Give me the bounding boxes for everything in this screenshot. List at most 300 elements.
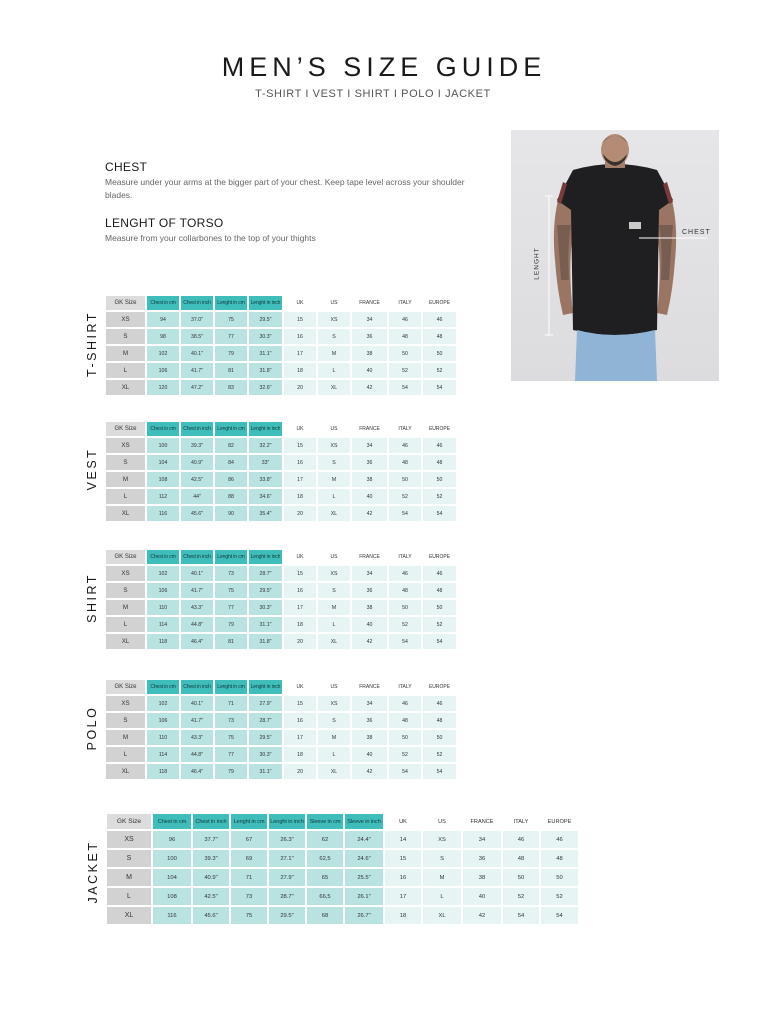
value-cell: 54 [389, 634, 421, 649]
value-cell: 38 [352, 346, 387, 361]
table-row [106, 566, 456, 581]
value-cell: 50 [503, 869, 539, 886]
value-cell: 29.5" [249, 583, 282, 598]
table-row [106, 380, 456, 395]
value-cell: 28.7" [249, 713, 282, 728]
value-cell: XL [318, 506, 350, 521]
value-cell: 120 [147, 380, 179, 395]
value-cell: 48 [423, 713, 456, 728]
table-row [106, 747, 456, 762]
value-cell: 118 [147, 764, 179, 779]
value-cell: 81 [215, 363, 247, 378]
value-cell: 38 [463, 869, 501, 886]
value-cell: 46 [423, 312, 456, 327]
column-header: FRANCE [463, 814, 501, 829]
value-cell: 106 [147, 713, 179, 728]
table-row [106, 634, 456, 649]
value-cell: 17 [284, 600, 316, 615]
size-cell: XS [106, 438, 145, 453]
size-cell: M [106, 730, 145, 745]
value-cell: 30.3" [249, 600, 282, 615]
value-cell: XS [318, 438, 350, 453]
value-cell: XL [318, 634, 350, 649]
value-cell: 16 [284, 713, 316, 728]
value-cell: 52 [503, 888, 539, 905]
value-cell: 36 [352, 329, 387, 344]
value-cell: 48 [503, 850, 539, 867]
table-row [106, 438, 456, 453]
column-header: Chest in cm [147, 550, 179, 564]
value-cell: 50 [389, 730, 421, 745]
value-cell: 48 [541, 850, 578, 867]
value-cell: 20 [284, 506, 316, 521]
value-cell: 50 [423, 730, 456, 745]
value-cell: 48 [423, 329, 456, 344]
value-cell: 43.3" [181, 600, 213, 615]
value-cell: 38 [352, 600, 387, 615]
value-cell: 52 [389, 489, 421, 504]
value-cell: 50 [389, 346, 421, 361]
chest-measure-label: CHEST [682, 229, 711, 236]
value-cell: 26.3" [269, 831, 305, 848]
value-cell: 46 [541, 831, 578, 848]
value-cell: 46 [389, 696, 421, 711]
value-cell: 102 [147, 696, 179, 711]
jacket-size-table [105, 812, 580, 926]
value-cell: 54 [423, 634, 456, 649]
tshirt-label: T-SHIRT [85, 311, 99, 377]
column-header: GK Size [106, 550, 145, 564]
column-header: Sleeve in cm [307, 814, 343, 829]
value-cell: 31.8" [249, 363, 282, 378]
value-cell: 52 [423, 363, 456, 378]
value-cell: S [318, 713, 350, 728]
value-cell: 39.3" [181, 438, 213, 453]
value-cell: 52 [389, 617, 421, 632]
column-header: GK Size [106, 296, 145, 310]
length-measure-label: LENGHT [533, 247, 541, 280]
table-row [106, 617, 456, 632]
value-cell: XL [318, 764, 350, 779]
table-row [106, 363, 456, 378]
value-cell: 106 [147, 583, 179, 598]
value-cell: 36 [352, 713, 387, 728]
table-row [106, 764, 456, 779]
value-cell: 75 [215, 730, 247, 745]
value-cell: 33" [249, 455, 282, 470]
value-cell: L [318, 617, 350, 632]
table-row [107, 869, 578, 886]
value-cell: 75 [231, 907, 267, 924]
value-cell: 15 [284, 566, 316, 581]
column-header: Lenght in inch [249, 296, 282, 310]
table-row [106, 312, 456, 327]
value-cell: 34.6" [249, 489, 282, 504]
column-header: US [423, 814, 461, 829]
value-cell: 40.1" [181, 566, 213, 581]
column-header: GK Size [107, 814, 151, 829]
value-cell: 40.1" [181, 346, 213, 361]
value-cell: 90 [215, 506, 247, 521]
value-cell: 44.8" [181, 747, 213, 762]
value-cell: 62,5 [307, 850, 343, 867]
table-row [106, 346, 456, 361]
size-cell: XL [106, 634, 145, 649]
value-cell: 46 [389, 312, 421, 327]
table-row [106, 489, 456, 504]
value-cell: 46.4" [181, 634, 213, 649]
value-cell: L [318, 747, 350, 762]
value-cell: 73 [231, 888, 267, 905]
column-header: Sleeve in inch [345, 814, 383, 829]
value-cell: 50 [389, 600, 421, 615]
value-cell: 50 [423, 472, 456, 487]
value-cell: 44" [181, 489, 213, 504]
value-cell: 79 [215, 346, 247, 361]
value-cell: 28.7" [249, 566, 282, 581]
value-cell: 37.0" [181, 312, 213, 327]
column-header: Lenght in inch [249, 422, 282, 436]
value-cell: 20 [284, 380, 316, 395]
value-cell: 18 [284, 363, 316, 378]
value-cell: 116 [147, 506, 179, 521]
column-header: Chest in inch [193, 814, 229, 829]
table-row [106, 506, 456, 521]
column-header: ITALY [389, 680, 421, 694]
value-cell: 43.3" [181, 730, 213, 745]
table-row [107, 831, 578, 848]
value-cell: 38 [352, 472, 387, 487]
value-cell: 52 [423, 489, 456, 504]
column-header: FRANCE [352, 680, 387, 694]
size-cell: XL [106, 764, 145, 779]
value-cell: 34 [463, 831, 501, 848]
value-cell: 110 [147, 600, 179, 615]
shirt-label: SHIRT [85, 573, 99, 623]
value-cell: 31.1" [249, 617, 282, 632]
table-row [106, 455, 456, 470]
size-cell: L [107, 888, 151, 905]
size-cell: XS [107, 831, 151, 848]
value-cell: 100 [153, 850, 191, 867]
value-cell: M [318, 600, 350, 615]
value-cell: XL [423, 907, 461, 924]
table-row [106, 730, 456, 745]
column-header: UK [284, 422, 316, 436]
value-cell: 50 [389, 472, 421, 487]
value-cell: 42 [352, 764, 387, 779]
value-cell: 36 [352, 583, 387, 598]
size-cell: L [106, 747, 145, 762]
value-cell: 52 [423, 747, 456, 762]
column-header: Lenght in cm [215, 680, 247, 694]
value-cell: M [318, 346, 350, 361]
value-cell: 31.1" [249, 346, 282, 361]
value-cell: 54 [423, 506, 456, 521]
value-cell: S [318, 329, 350, 344]
value-cell: 112 [147, 489, 179, 504]
table-row [107, 907, 578, 924]
size-cell: S [107, 850, 151, 867]
size-cell: S [106, 713, 145, 728]
value-cell: 40.9" [193, 869, 229, 886]
column-header: US [318, 296, 350, 310]
value-cell: 25.5" [345, 869, 383, 886]
value-cell: M [423, 869, 461, 886]
value-cell: 18 [385, 907, 421, 924]
value-cell: 27.1" [269, 850, 305, 867]
value-cell: 46.4" [181, 764, 213, 779]
column-header: FRANCE [352, 296, 387, 310]
column-header: EUROPE [423, 422, 456, 436]
chest-heading: CHEST [105, 160, 148, 174]
value-cell: 40 [352, 747, 387, 762]
value-cell: 38 [352, 730, 387, 745]
page-title: MEN’S SIZE GUIDE [221, 52, 547, 82]
value-cell: 52 [423, 617, 456, 632]
value-cell: 104 [153, 869, 191, 886]
model-photo [511, 130, 719, 381]
value-cell: 48 [423, 455, 456, 470]
value-cell: 104 [147, 455, 179, 470]
value-cell: 48 [389, 713, 421, 728]
value-cell: XS [423, 831, 461, 848]
value-cell: 54 [503, 907, 539, 924]
size-cell: S [106, 329, 145, 344]
value-cell: 48 [389, 329, 421, 344]
value-cell: 46 [423, 438, 456, 453]
vest-size-table [104, 420, 458, 523]
value-cell: 54 [389, 380, 421, 395]
column-header: UK [385, 814, 421, 829]
value-cell: 75 [215, 583, 247, 598]
value-cell: 16 [284, 583, 316, 598]
column-header: ITALY [389, 550, 421, 564]
column-header: UK [284, 550, 316, 564]
size-cell: M [106, 600, 145, 615]
value-cell: 42 [352, 380, 387, 395]
value-cell: 37.7" [193, 831, 229, 848]
model-illustration [511, 130, 719, 381]
polo-label: POLO [85, 705, 99, 751]
product-categories: T-SHIRT I VEST I SHIRT I POLO I JACKET [255, 88, 491, 100]
size-cell: S [106, 455, 145, 470]
value-cell: 40.1" [181, 696, 213, 711]
column-header: Lenght in inch [249, 550, 282, 564]
value-cell: 73 [215, 713, 247, 728]
value-cell: 16 [284, 329, 316, 344]
value-cell: 102 [147, 346, 179, 361]
value-cell: 48 [389, 455, 421, 470]
column-header: US [318, 422, 350, 436]
value-cell: XS [318, 312, 350, 327]
value-cell: L [318, 363, 350, 378]
value-cell: 41.7" [181, 363, 213, 378]
value-cell: 68 [307, 907, 343, 924]
size-cell: XL [106, 506, 145, 521]
value-cell: 20 [284, 634, 316, 649]
value-cell: 32.6" [249, 380, 282, 395]
value-cell: 40 [352, 363, 387, 378]
value-cell: 17 [284, 346, 316, 361]
size-cell: L [106, 617, 145, 632]
value-cell: 106 [147, 363, 179, 378]
value-cell: 81 [215, 634, 247, 649]
value-cell: 17 [385, 888, 421, 905]
value-cell: M [318, 472, 350, 487]
value-cell: 14 [385, 831, 421, 848]
value-cell: 66,5 [307, 888, 343, 905]
value-cell: 30.3" [249, 329, 282, 344]
value-cell: 41.7" [181, 583, 213, 598]
column-header: Lenght in cm [215, 550, 247, 564]
value-cell: 46 [503, 831, 539, 848]
value-cell: 50 [423, 600, 456, 615]
value-cell: 18 [284, 747, 316, 762]
value-cell: 29.5" [249, 730, 282, 745]
table-row [106, 329, 456, 344]
value-cell: 16 [284, 455, 316, 470]
size-cell: M [106, 346, 145, 361]
value-cell: 30.3" [249, 747, 282, 762]
value-cell: 24.4" [345, 831, 383, 848]
vest-label: VEST [85, 447, 99, 491]
value-cell: 42 [352, 506, 387, 521]
column-header: Chest in cm [147, 422, 179, 436]
value-cell: 46 [423, 696, 456, 711]
column-header: EUROPE [541, 814, 578, 829]
jacket-label: JACKET [86, 840, 100, 904]
value-cell: 65 [307, 869, 343, 886]
value-cell: 40 [463, 888, 501, 905]
column-header: Lenght in inch [249, 680, 282, 694]
tshirt-size-table [104, 294, 458, 397]
value-cell: 79 [215, 764, 247, 779]
value-cell: 77 [215, 329, 247, 344]
value-cell: 88 [215, 489, 247, 504]
value-cell: 98 [147, 329, 179, 344]
value-cell: 16 [385, 869, 421, 886]
value-cell: 42 [352, 634, 387, 649]
size-cell: XL [106, 380, 145, 395]
value-cell: 69 [231, 850, 267, 867]
value-cell: 15 [284, 696, 316, 711]
value-cell: M [318, 730, 350, 745]
column-header: Chest in inch [181, 550, 213, 564]
value-cell: 26.7" [345, 907, 383, 924]
column-header: Chest in inch [181, 422, 213, 436]
value-cell: 77 [215, 747, 247, 762]
torso-heading: LENGHT OF TORSO [105, 216, 224, 230]
value-cell: 31.8" [249, 634, 282, 649]
value-cell: S [423, 850, 461, 867]
value-cell: 100 [147, 438, 179, 453]
value-cell: 45.6" [181, 506, 213, 521]
value-cell: 20 [284, 764, 316, 779]
value-cell: 102 [147, 566, 179, 581]
column-header: Lenght in inch [269, 814, 305, 829]
size-cell: XS [106, 312, 145, 327]
value-cell: XS [318, 566, 350, 581]
value-cell: 75 [215, 312, 247, 327]
column-header: ITALY [503, 814, 539, 829]
column-header: FRANCE [352, 422, 387, 436]
value-cell: 46 [389, 438, 421, 453]
value-cell: 114 [147, 747, 179, 762]
table-row [106, 472, 456, 487]
column-header: Chest in cm [147, 680, 179, 694]
table-row [106, 696, 456, 711]
value-cell: L [318, 489, 350, 504]
value-cell: 17 [284, 730, 316, 745]
table-row [106, 600, 456, 615]
value-cell: 71 [215, 696, 247, 711]
value-cell: 24.6" [345, 850, 383, 867]
value-cell: 73 [215, 566, 247, 581]
value-cell: 15 [284, 438, 316, 453]
column-header: FRANCE [352, 550, 387, 564]
value-cell: 48 [423, 583, 456, 598]
value-cell: 34 [352, 566, 387, 581]
column-header: Lenght in cm [215, 296, 247, 310]
value-cell: 36 [463, 850, 501, 867]
column-header: Chest in cm [153, 814, 191, 829]
value-cell: 71 [231, 869, 267, 886]
value-cell: 33.8" [249, 472, 282, 487]
value-cell: 48 [389, 583, 421, 598]
value-cell: 15 [385, 850, 421, 867]
column-header: GK Size [106, 422, 145, 436]
value-cell: 52 [389, 363, 421, 378]
column-header: UK [284, 296, 316, 310]
value-cell: 108 [147, 472, 179, 487]
value-cell: 18 [284, 617, 316, 632]
value-cell: 67 [231, 831, 267, 848]
column-header: EUROPE [423, 680, 456, 694]
table-row [107, 888, 578, 905]
value-cell: 46 [423, 566, 456, 581]
value-cell: 84 [215, 455, 247, 470]
value-cell: 34 [352, 696, 387, 711]
value-cell: 110 [147, 730, 179, 745]
table-row [106, 583, 456, 598]
column-header: Chest in inch [181, 680, 213, 694]
value-cell: 31.1" [249, 764, 282, 779]
size-cell: XL [107, 907, 151, 924]
size-cell: M [107, 869, 151, 886]
value-cell: 46 [389, 566, 421, 581]
value-cell: 62 [307, 831, 343, 848]
value-cell: 42 [463, 907, 501, 924]
value-cell: 32.2" [249, 438, 282, 453]
value-cell: XS [318, 696, 350, 711]
value-cell: 50 [423, 346, 456, 361]
value-cell: 79 [215, 617, 247, 632]
value-cell: 29.5" [249, 312, 282, 327]
column-header: Lenght in cm [215, 422, 247, 436]
size-cell: XS [106, 566, 145, 581]
value-cell: 94 [147, 312, 179, 327]
value-cell: 116 [153, 907, 191, 924]
column-header: ITALY [389, 422, 421, 436]
value-cell: 44.8" [181, 617, 213, 632]
value-cell: 52 [389, 747, 421, 762]
value-cell: 26.1" [345, 888, 383, 905]
column-header: Chest in inch [181, 296, 213, 310]
value-cell: 39.3" [193, 850, 229, 867]
value-cell: 40 [352, 617, 387, 632]
column-header: ITALY [389, 296, 421, 310]
